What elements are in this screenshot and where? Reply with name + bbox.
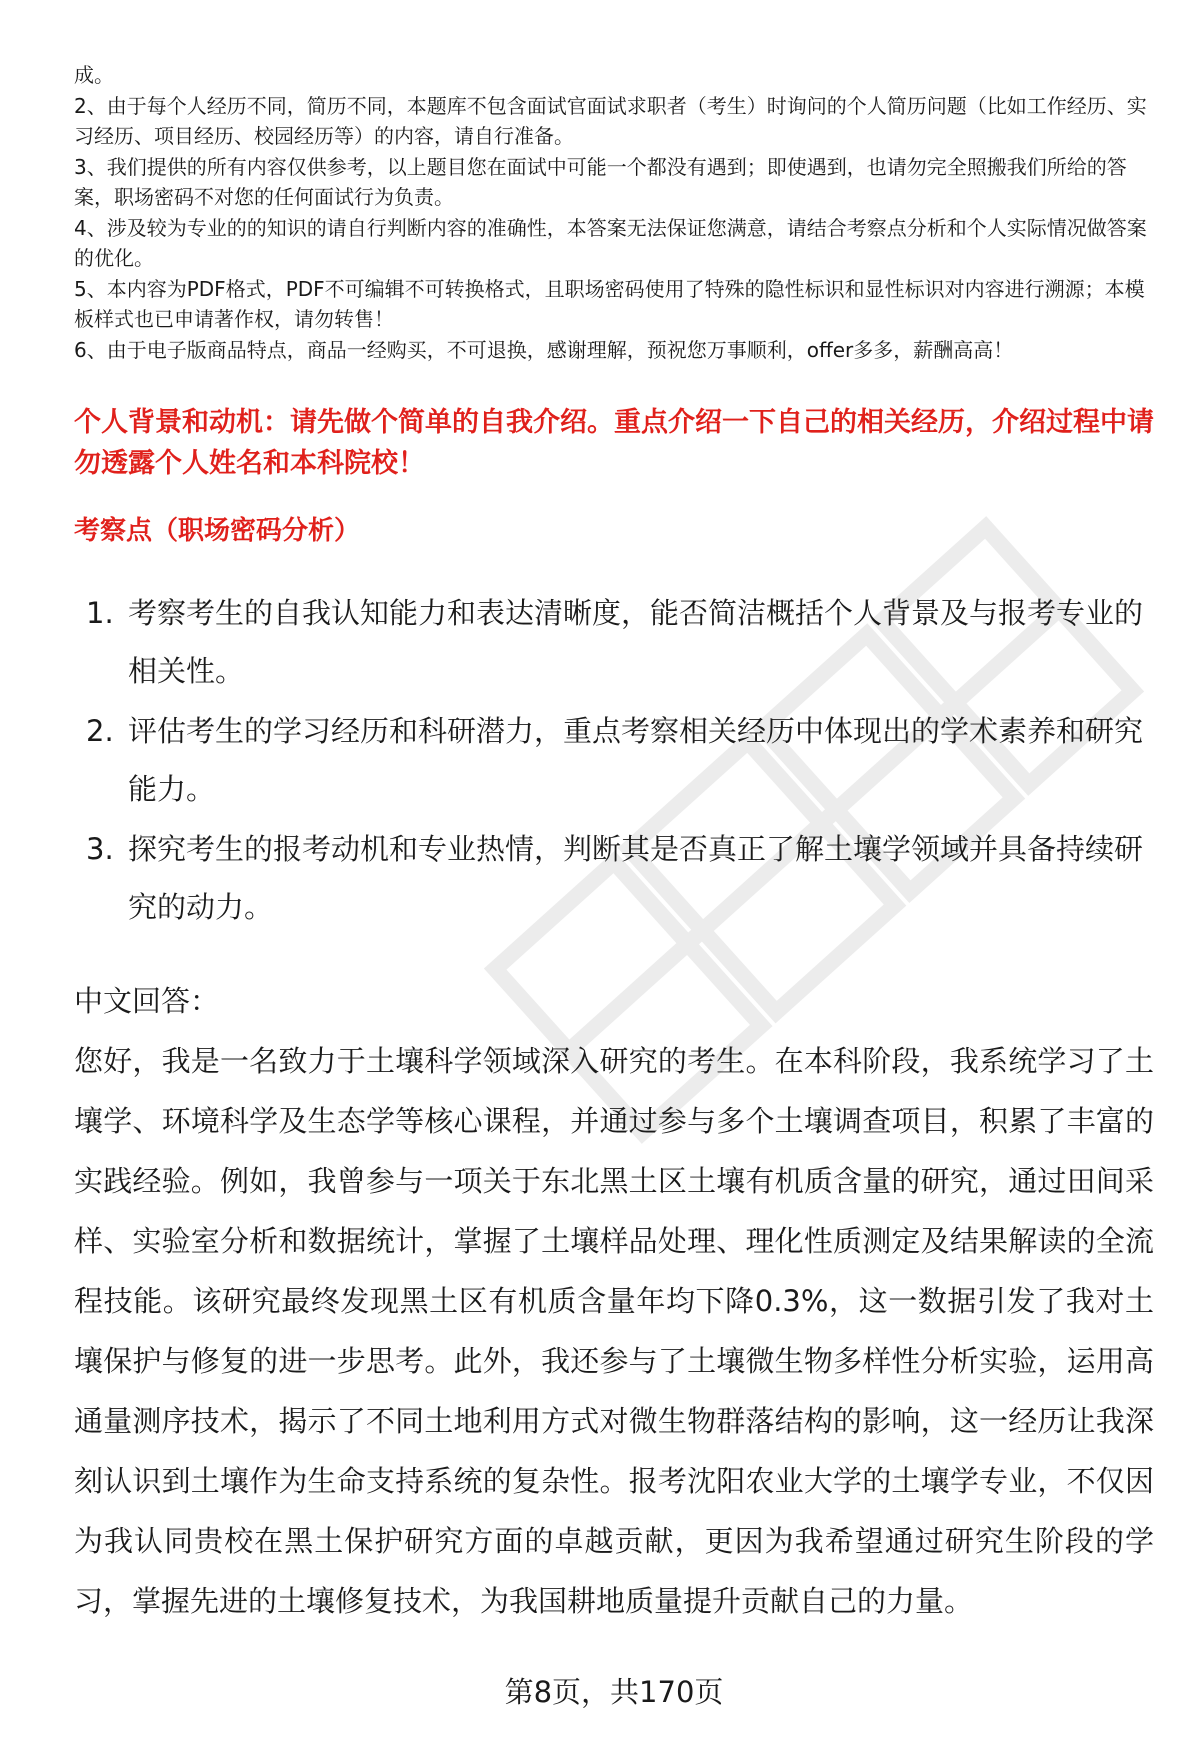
list-text: 评估考生的学习经历和科研潜力，重点考察相关经历中体现出的学术素养和研究能力。: [128, 714, 1144, 806]
answer-label: 中文回答：: [74, 984, 220, 1018]
list-number: 3.: [86, 832, 114, 866]
list-text: 考察考生的自我认知能力和表达清晰度，能否简洁概括个人背景及与报考专业的相关性。: [128, 596, 1144, 688]
notice-item: 成。: [74, 63, 114, 87]
notice-list: [74, 60, 1154, 365]
list-text: 探究考生的报考动机和专业热情，判断其是否真正了解土壤学领域并具备持续研究的动力。: [128, 832, 1144, 924]
notice-item: 6、由于电子版商品特点，商品一经购买，不可退换，感谢理解，预祝您万事顺利，offer多多，薪酬高高！: [74, 337, 1014, 362]
assessment-points: [74, 584, 1154, 938]
list-item: [74, 584, 1154, 700]
notice-item: 3、我们提供的所有内容仅供参考，以上题目您在面试中可能一个都没有遇到；即使遇到，也请勿完全照搬我们所给的答案，职场密码不对您的任何面试行为负责。: [74, 154, 1127, 209]
document-page: [74, 0, 1154, 1755]
list-number: 2.: [86, 714, 114, 748]
section-title: 考察点（职场密码分析）: [74, 516, 361, 546]
list-item: [74, 702, 1154, 818]
interview-question: 个人背景和动机：请先做个简单的自我介绍。重点介绍一下自己的相关经历，介绍过程中请勿透露个人姓名和本科院校！: [74, 407, 1154, 479]
answer-text: 您好，我是一名致力于土壤科学领域深入研究的考生。在本科阶段，我系统学习了土壤学、环境科学及生态学等核心课程，并通过参与多个土壤调查项目，积累了丰富的实践经验。例如，我曾参与一项关于东北黑土区土壤有机质含量的研究，通过田间采样、实验室分析和数据统计，掌握了土壤样品处理、理化性质测定及结果解读的全流程技能。该研究最终发现黑土区有机质含量年均下降0.3%，这一数据引发了我对土壤保护与修复的进一步思考。此外，我还参与了土壤微生物多样性分析实验，运用高通量测序技术，揭示了不同土地利用方式对微生物群落结构的影响，这一经历让我深刻认识到土壤作为生命支持系统的复杂性。报考沈阳农业大学的土壤学专业，不仅因为我认同贵校在黑土保护研究方面的卓越贡献，更因为我希望通过研究生阶段的学习，掌握先进的土壤修复技术，为我国耕地质量提升贡献自己的力量。: [74, 1044, 1154, 1618]
notice-item: 5、本内容为PDF格式，PDF不可编辑不可转换格式，且职场密码使用了特殊的隐性标识和显性标识对内容进行溯源；本模板样式也已申请著作权，请勿转售！: [74, 276, 1145, 331]
list-item: [74, 820, 1154, 936]
notice-item: 2、由于每个人经历不同，简历不同，本题库不包含面试官面试求职者（考生）时询问的个人简历问题（比如工作经历、实习经历、项目经历、校园经历等）的内容，请自行准备。: [74, 93, 1147, 148]
notice-item: 4、涉及较为专业的的知识的请自行判断内容的准确性，本答案无法保证您满意，请结合考察点分析和个人实际情况做答案的优化。: [74, 215, 1147, 270]
page-number: 第8页，共170页: [504, 1675, 724, 1709]
list-number: 1.: [86, 596, 114, 630]
